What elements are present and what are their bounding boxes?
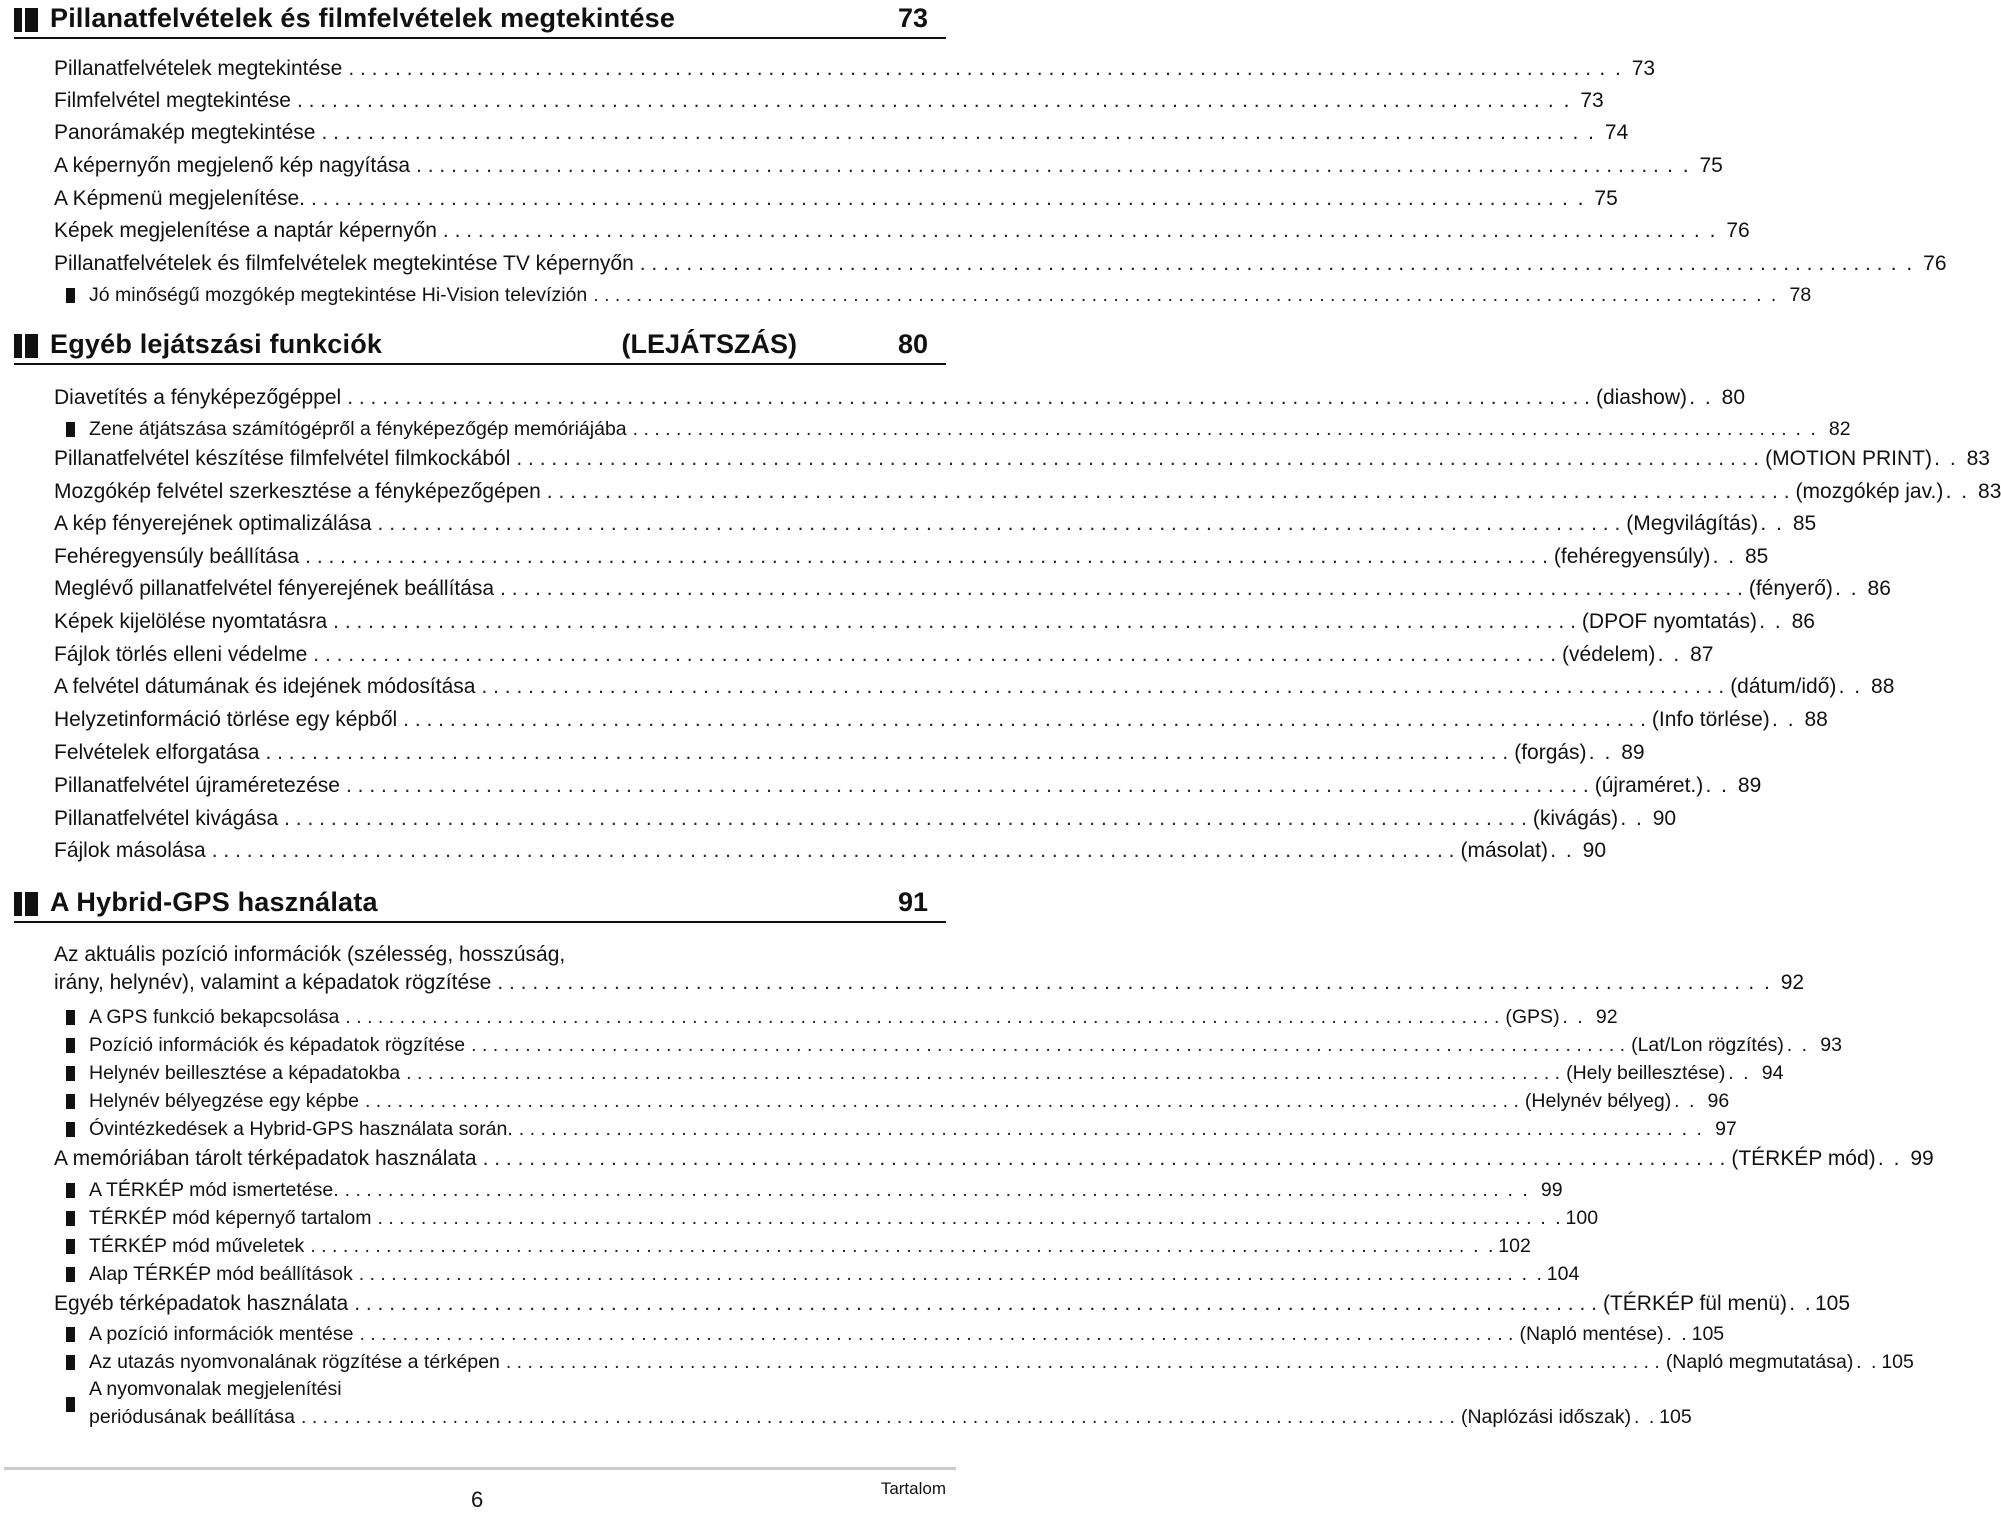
leader-dots: [347, 383, 1590, 413]
toc-entry[interactable]: [54, 607, 1815, 637]
entry-label: A kép fényerejének optimalizálása: [54, 512, 372, 535]
leader-dots: [481, 672, 1724, 702]
leader-dots-short: . .: [1666, 1323, 1689, 1345]
entry-page: 104: [1546, 1263, 1580, 1285]
entry-label: A pozíció információk mentése: [89, 1323, 354, 1345]
leader-dots-short: . .: [1550, 839, 1574, 862]
entry-page: 80: [1721, 386, 1745, 409]
leader-dots-short: . .: [1705, 774, 1730, 797]
entry-label: Jó minőségű mozgókép megtekintése Hi-Vision televízión: [89, 284, 588, 306]
section-title[interactable]: A Hybrid-GPS használata: [50, 887, 378, 917]
toc-entry[interactable]: [54, 249, 1947, 279]
square-bullet-icon: [66, 1267, 75, 1282]
entry-label: A nyomvonalak megjelenítési: [89, 1378, 342, 1400]
entry-label: Óvintézkedések a Hybrid-GPS használata során.: [89, 1118, 513, 1140]
entry-label: Pillanatfelvétel újraméretezése: [54, 774, 340, 797]
toc-subentry[interactable]: [66, 1030, 1842, 1060]
leader-dots-short: . .: [1473, 1235, 1496, 1257]
toc-entry[interactable]: [54, 705, 1828, 735]
toc-subentry[interactable]: [66, 280, 1812, 310]
entry-page: 90: [1582, 839, 1607, 862]
leader-dots-short: . .: [1786, 1034, 1810, 1056]
section-header: [0, 0, 960, 40]
entry-label: A Képmenü megjelenítése.: [54, 187, 305, 210]
leader-dots-short: . .: [1728, 1062, 1751, 1084]
entry-page: 86: [1791, 610, 1815, 633]
square-bullet-icon: [66, 1010, 75, 1025]
leader-dots: [345, 1175, 1499, 1205]
entry-label: Képek kijelölése nyomtatásra: [54, 610, 328, 633]
toc-entry[interactable]: [54, 216, 1750, 246]
entry-page: 93: [1820, 1034, 1842, 1056]
toc-entry[interactable]: [54, 542, 1769, 572]
entry-label: Pillanatfelvételek megtekintése: [54, 57, 343, 80]
leader-dots-short: . .: [1835, 577, 1859, 600]
entry-menu-tag: (Napló mentése): [1519, 1323, 1664, 1345]
entry-menu-tag: (dátum/idő): [1730, 675, 1837, 698]
toc-entry[interactable]: [54, 672, 1895, 702]
toc-subentry[interactable]: [66, 1231, 1531, 1261]
square-bullet-icon: [66, 1239, 75, 1254]
leader-dots: [345, 1002, 1499, 1032]
leader-dots-short: . .: [1547, 89, 1572, 112]
section-page[interactable]: 91: [897, 887, 928, 917]
leader-dots: [500, 574, 1743, 604]
leader-dots-short: . .: [1795, 418, 1818, 440]
leader-dots: [640, 249, 1883, 279]
leader-dots-short: . .: [1772, 708, 1796, 731]
leader-dots-short: . .: [1681, 1118, 1704, 1140]
entry-label: Pozíció információk és képadatok rögzítése: [89, 1034, 466, 1056]
entry-label: Alap TÉRKÉP mód beállítások: [89, 1263, 353, 1285]
entry-label-continued: irány, helynév), valamint a képadatok rögzítése: [54, 971, 492, 994]
entry-menu-tag: (forgás): [1514, 741, 1587, 764]
entry-text: [89, 1375, 1692, 1431]
toc-entry[interactable]: [54, 640, 1714, 670]
square-bullet-icon: [66, 1066, 75, 1081]
toc-entry[interactable]: [54, 151, 1723, 181]
entry-label: Meglévő pillanatfelvétel fényerejének beállítása: [54, 577, 495, 600]
entry-label: Pillanatfelvétel készítése filmfelvétel filmkockából: [54, 447, 511, 470]
entry-page: 100: [1565, 1207, 1599, 1229]
entry-page: 92: [1595, 1006, 1618, 1028]
leader-dots-short: . .: [1572, 121, 1596, 144]
entry-page: 105: [1691, 1323, 1725, 1345]
section-divider: [14, 37, 946, 39]
leader-dots: [265, 738, 1508, 768]
square-bullet-icon: [66, 1094, 75, 1109]
toc-subentry[interactable]: [66, 1114, 1737, 1144]
leader-dots: [354, 1289, 1597, 1319]
toc-entry[interactable]: [54, 804, 1677, 834]
entry-page: 82: [1828, 418, 1851, 440]
entry-page: 88: [1871, 675, 1895, 698]
leader-dots: [333, 607, 1576, 637]
leader-dots-short: . .: [1667, 154, 1691, 177]
leader-dots: [483, 1144, 1726, 1174]
entry-menu-tag: (GPS): [1505, 1006, 1560, 1028]
toc-subentry[interactable]: [66, 1058, 1784, 1088]
leader-dots: [322, 118, 1565, 148]
toc-entry[interactable]: [54, 738, 1645, 768]
toc-entry[interactable]: [54, 574, 1891, 604]
toc-entry[interactable]: [54, 86, 1604, 116]
entry-label: A képernyőn megjelenő kép nagyítása: [54, 154, 411, 177]
leader-dots-short: . .: [1945, 480, 1970, 503]
section-3: [0, 884, 960, 924]
entry-page: 97: [1715, 1118, 1737, 1140]
entry-label: Helynév bélyegzése egy képbe: [89, 1090, 359, 1112]
footer-divider: [4, 1467, 956, 1470]
leader-dots-short: . .: [1934, 447, 1958, 470]
entry-label: Filmfelvétel megtekintése: [54, 89, 291, 112]
leader-dots-short: . .: [1657, 643, 1682, 666]
section-2: [0, 326, 960, 366]
entry-page: 89: [1621, 741, 1645, 764]
leader-dots-short: . .: [1760, 512, 1784, 535]
leader-dots: [633, 414, 1787, 444]
entry-page: 83: [1978, 480, 2001, 503]
toc-entry[interactable]: [54, 118, 1629, 148]
entry-page: 76: [1923, 252, 1947, 275]
entry-label: Pillanatfelvétel kivágása: [54, 807, 279, 830]
entry-page: 105: [1659, 1406, 1692, 1428]
leader-dots: [365, 1086, 1519, 1116]
toc-entry[interactable]: [54, 836, 1607, 866]
leader-dots-short: . .: [1674, 1090, 1697, 1112]
toc-subentry[interactable]: [66, 1203, 1599, 1233]
entry-menu-tag: (Lat/Lon rögzítés): [1631, 1034, 1784, 1056]
entry-label: Panorámakép megtekintése: [54, 121, 316, 144]
leader-dots: [519, 1114, 1673, 1144]
section-divider: [14, 921, 946, 923]
entry-line: [89, 1403, 1692, 1431]
leader-dots-short: . .: [1633, 1406, 1657, 1428]
entry-label: A GPS funkció bekapcsolása: [89, 1006, 340, 1028]
entry-text: [54, 941, 1804, 997]
entry-page: 96: [1707, 1090, 1730, 1112]
entry-page: 78: [1789, 284, 1812, 306]
entry-label: Felvételek elforgatása: [54, 741, 260, 764]
entry-label: Fehéregyensúly beállítása: [54, 545, 300, 568]
leader-dots: [547, 477, 1790, 507]
leader-dots-short: . .: [1540, 1207, 1563, 1229]
square-bullet-icon: [66, 1211, 75, 1226]
section-page[interactable]: 80: [897, 329, 928, 359]
leader-dots-short: . .: [1759, 610, 1783, 633]
entry-menu-tag: (TÉRKÉP mód): [1731, 1147, 1876, 1170]
entry-line: [54, 969, 1804, 997]
leader-dots-short: . .: [1838, 675, 1863, 698]
square-bullet-icon: [66, 288, 75, 303]
entry-label: Képek megjelenítése a naptár képernyőn: [54, 219, 437, 242]
entry-label-continued: periódusának beállítása: [89, 1406, 295, 1428]
entry-menu-tag: (diashow): [1595, 386, 1687, 409]
toc-subentry[interactable]: [66, 1319, 1725, 1349]
entry-label: Az utazás nyomvonalának rögzítése a térképen: [89, 1351, 500, 1373]
entry-page: 73: [1580, 89, 1604, 112]
entry-menu-tag: (újraméret.): [1594, 774, 1704, 797]
square-bullet-icon: [66, 1183, 75, 1198]
toc-entry[interactable]: [54, 509, 1817, 539]
entry-page: 99: [1540, 1179, 1563, 1201]
section-header: [0, 884, 960, 924]
entry-page: 73: [1631, 57, 1656, 80]
leader-dots: [378, 509, 1621, 539]
entry-menu-tag: (fehéregyensúly): [1553, 545, 1711, 568]
leader-dots: [471, 1030, 1625, 1060]
toc-entry[interactable]: [54, 383, 1745, 413]
entry-label: Fájlok másolása: [54, 839, 206, 862]
section-header: [0, 326, 960, 366]
section-subtitle: (LEJÁTSZÁS): [621, 329, 797, 359]
leader-dots: [311, 184, 1554, 214]
leader-dots-short: . .: [1507, 1179, 1530, 1201]
leader-dots-short: . .: [1856, 1351, 1879, 1373]
entry-page: 89: [1737, 774, 1762, 797]
entry-label: Zene átjátszása számítógépről a fényképezőgép memóriájába: [89, 418, 627, 440]
leader-dots: [406, 1058, 1560, 1088]
leader-dots-short: . .: [1521, 1263, 1544, 1285]
entry-page: 105: [1881, 1351, 1914, 1373]
entry-label: Helyzetinformáció törlése egy képből: [54, 708, 398, 731]
leader-dots: [593, 280, 1747, 310]
toc-subentry[interactable]: [66, 1175, 1563, 1205]
toc-subentry[interactable]: [66, 1347, 1914, 1377]
entry-menu-tag: (Naplózási időszak): [1460, 1406, 1632, 1428]
entry-page: 74: [1604, 121, 1629, 144]
square-bullet-icon: [66, 422, 75, 437]
toc-entry[interactable]: [54, 941, 1805, 999]
section-title[interactable]: Pillanatfelvételek és filmfelvételek megtekintése: [50, 3, 676, 33]
entry-label: TÉRKÉP mód képernyő tartalom: [89, 1207, 372, 1229]
entry-page: 86: [1867, 577, 1891, 600]
leader-dots-short: . .: [1748, 971, 1772, 994]
entry-page: 99: [1910, 1147, 1934, 1170]
leader-dots-short: . .: [1712, 545, 1737, 568]
toc-subentry[interactable]: [66, 1086, 1730, 1116]
leader-dots-short: . .: [1789, 1292, 1813, 1315]
entry-page: 85: [1744, 545, 1769, 568]
toc-entry[interactable]: [54, 477, 2001, 507]
leader-dots: [443, 216, 1686, 246]
toc-entry[interactable]: [54, 1289, 1851, 1319]
leader-dots-short: . .: [1562, 1006, 1585, 1028]
entry-menu-tag: (kivágás): [1532, 807, 1619, 830]
toc-entry[interactable]: [54, 54, 1656, 84]
entry-menu-tag: (TÉRKÉP fül menü): [1602, 1292, 1787, 1315]
leader-dots: [497, 969, 1740, 997]
square-bullet-icon: [66, 1397, 75, 1412]
entry-menu-tag: (DPOF nyomtatás): [1581, 610, 1757, 633]
square-bullet-icon: [66, 1355, 75, 1370]
square-bullet-icon: [66, 1122, 75, 1137]
leader-dots: [403, 705, 1646, 735]
toc-subentry[interactable]: [66, 1375, 1692, 1433]
entry-menu-tag: (fényerő): [1748, 577, 1833, 600]
entry-page: 92: [1780, 971, 1805, 994]
leader-dots: [359, 1319, 1513, 1349]
entry-label: Pillanatfelvételek és filmfelvételek megtekintése TV képernyőn: [54, 252, 634, 275]
entry-label: A felvétel dátumának és idejének módosítása: [54, 675, 476, 698]
toc-subentry[interactable]: [66, 1002, 1618, 1032]
toc-entry[interactable]: [54, 444, 1990, 474]
entry-page: 94: [1761, 1062, 1784, 1084]
entry-label: Az aktuális pozíció információk (szélesség, hosszúság,: [54, 943, 566, 966]
entry-label: Fájlok törlés elleni védelme: [54, 643, 308, 666]
leader-dots-short: . .: [1689, 386, 1713, 409]
leader-dots-short: . .: [1588, 741, 1613, 764]
entry-menu-tag: (MOTION PRINT): [1765, 447, 1932, 470]
entry-label: A memóriában tárolt térképadatok használata: [54, 1147, 477, 1170]
leader-dots: [359, 1259, 1513, 1289]
entry-page: 102: [1498, 1235, 1531, 1257]
entry-page: 88: [1804, 708, 1828, 731]
leader-dots: [416, 151, 1659, 181]
section-marker-icon: [14, 892, 38, 916]
leader-dots: [310, 1231, 1464, 1261]
entry-menu-tag: (Info törlése): [1651, 708, 1770, 731]
toc-subentry[interactable]: [66, 414, 1851, 444]
entry-label: A TÉRKÉP mód ismertetése.: [89, 1179, 339, 1201]
leader-dots: [297, 86, 1540, 116]
entry-page: 85: [1792, 512, 1817, 535]
section-title[interactable]: Egyéb lejátszási funkciók: [50, 329, 383, 359]
entry-page: 75: [1594, 187, 1618, 210]
toc-entry[interactable]: [54, 1144, 1934, 1174]
entry-menu-tag: (Napló megmutatása): [1665, 1351, 1854, 1373]
leader-dots: [516, 444, 1759, 474]
toc-entry[interactable]: [54, 184, 1618, 214]
section-divider: [14, 363, 946, 365]
leader-dots: [506, 1347, 1660, 1377]
page-number: 6: [471, 1487, 484, 1512]
entry-menu-tag: (Hely beillesztése): [1566, 1062, 1726, 1084]
entry-label: Mozgókép felvétel szerkesztése a fényképezőgépen: [54, 480, 541, 503]
entry-label: Egyéb térképadatok használata: [54, 1292, 349, 1315]
entry-menu-tag: (Helynév bélyeg): [1524, 1090, 1672, 1112]
leader-dots: [346, 771, 1589, 801]
entry-menu-tag: (másolat): [1460, 839, 1549, 862]
entry-page: 90: [1652, 807, 1677, 830]
leader-dots-short: . .: [1693, 219, 1718, 242]
entry-page: 75: [1699, 154, 1723, 177]
leader-dots: [212, 836, 1455, 866]
entry-page: 105: [1814, 1292, 1851, 1315]
entry-label: Helynév beillesztése a képadatokba: [89, 1062, 401, 1084]
leader-dots-short: . .: [1877, 1147, 1902, 1170]
entry-menu-tag: (védelem): [1562, 643, 1656, 666]
square-bullet-icon: [66, 1327, 75, 1342]
leader-dots: [284, 804, 1527, 834]
entry-page: 76: [1726, 219, 1750, 242]
entry-label: TÉRKÉP mód műveletek: [89, 1235, 305, 1257]
leader-dots: [313, 640, 1556, 670]
section-marker-icon: [14, 334, 38, 358]
leader-dots-short: . .: [1620, 807, 1644, 830]
section-1: [0, 0, 960, 40]
leader-dots: [305, 542, 1548, 572]
square-bullet-icon: [66, 1038, 75, 1053]
entry-menu-tag: (Megvilágítás): [1626, 512, 1759, 535]
leader-dots-short: . .: [1599, 57, 1623, 80]
leader-dots: [378, 1203, 1532, 1233]
entry-menu-tag: (mozgókép jav.): [1795, 480, 1944, 503]
leader-dots-short: . .: [1756, 284, 1779, 306]
leader-dots: [348, 54, 1591, 84]
entry-page: 87: [1690, 643, 1714, 666]
contents-link[interactable]: Tartalom: [880, 1479, 946, 1498]
leader-dots-short: . .: [1561, 187, 1586, 210]
section-page[interactable]: 73: [897, 3, 928, 33]
leader-dots-short: . .: [1890, 252, 1915, 275]
toc-subentry[interactable]: [66, 1259, 1580, 1289]
entry-page: 83: [1966, 447, 1990, 470]
section-marker-icon: [14, 8, 38, 32]
entry-label: Diavetítés a fényképezőgéppel: [54, 386, 342, 409]
leader-dots: [301, 1403, 1455, 1431]
toc-entry[interactable]: [54, 771, 1762, 801]
